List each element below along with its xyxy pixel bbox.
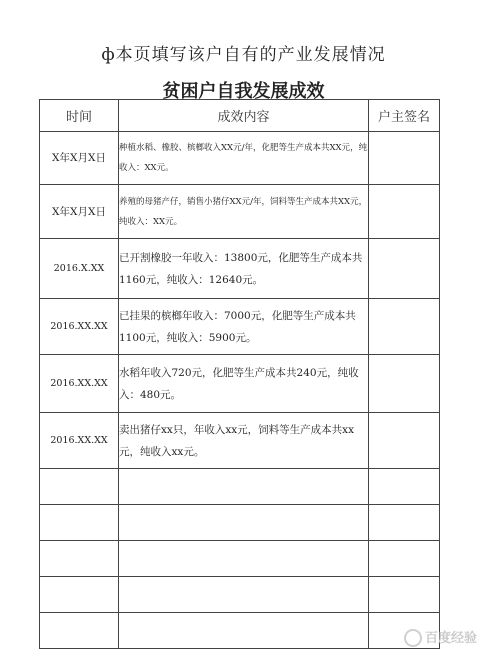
empty-signature-cell[interactable]	[369, 505, 440, 541]
table-row-empty	[40, 505, 440, 541]
row-content: 养殖的母猪产仔，销售小猪仔XX元/年，饲料等生产成本共XX元，纯收入：XX元。	[119, 185, 369, 239]
header-content: 成效内容	[119, 100, 369, 132]
empty-content-cell[interactable]	[119, 613, 369, 649]
row-signature-cell[interactable]	[369, 299, 440, 355]
row-date: 2016.XX.XX	[40, 413, 119, 469]
row-content: 已挂果的槟榔年收入：7000元，化肥等生产成本共1100元，纯收入：5900元。	[119, 299, 369, 355]
empty-content-cell[interactable]	[119, 469, 369, 505]
row-date: X年X月X日	[40, 132, 119, 185]
row-signature-cell[interactable]	[369, 355, 440, 413]
table-row-empty	[40, 613, 440, 649]
empty-signature-cell[interactable]	[369, 469, 440, 505]
empty-date-cell[interactable]	[40, 505, 119, 541]
empty-date-cell[interactable]	[40, 541, 119, 577]
row-date: X年X月X日	[40, 185, 119, 239]
row-content: 已开割橡胶一年收入：13800元，化肥等生产成本共1160元，纯收入：12640元。	[119, 239, 369, 299]
empty-signature-cell[interactable]	[369, 577, 440, 613]
row-signature-cell[interactable]	[369, 132, 440, 185]
row-signature-cell[interactable]	[369, 239, 440, 299]
empty-date-cell[interactable]	[40, 577, 119, 613]
empty-content-cell[interactable]	[119, 505, 369, 541]
table-row	[40, 185, 440, 239]
watermark-text: 百度经验	[424, 630, 477, 646]
table-row	[40, 413, 440, 469]
table-row	[40, 299, 440, 355]
row-content: 水稻年收入720元，化肥等生产成本共240元，纯收入：480元。	[119, 355, 369, 413]
results-table	[39, 99, 440, 649]
empty-date-cell[interactable]	[40, 613, 119, 649]
page-note: ф本页填写该户自有的产业发展情况	[101, 45, 386, 65]
watermark	[404, 627, 477, 648]
empty-date-cell[interactable]	[40, 469, 119, 505]
table-row	[40, 355, 440, 413]
empty-content-cell[interactable]	[119, 577, 369, 613]
watermark-logo-icon	[404, 629, 422, 647]
table-row-empty	[40, 577, 440, 613]
row-content: 种植水稻、橡胶、槟榔收入XX元/年，化肥等生产成本共XX元，纯收入：XX元。	[119, 132, 369, 185]
row-signature-cell[interactable]	[369, 413, 440, 469]
row-date: 2016.X.XX	[40, 239, 119, 299]
row-signature-cell[interactable]	[369, 185, 440, 239]
table-row	[40, 132, 440, 185]
row-date: 2016.XX.XX	[40, 299, 119, 355]
table-row-empty	[40, 541, 440, 577]
empty-signature-cell[interactable]	[369, 541, 440, 577]
table-row-empty	[40, 469, 440, 505]
row-date: 2016.XX.XX	[40, 355, 119, 413]
table-row	[40, 239, 440, 299]
empty-content-cell[interactable]	[119, 541, 369, 577]
table-header-row	[40, 100, 440, 132]
page-title: 贫困户自我发展成效	[162, 81, 325, 102]
header-sign: 户主签名	[369, 100, 440, 132]
row-content: 卖出猪仔xx只，年收入xx元，饲料等生产成本共xx元，纯收入xx元。	[119, 413, 369, 469]
header-time: 时间	[40, 100, 119, 132]
